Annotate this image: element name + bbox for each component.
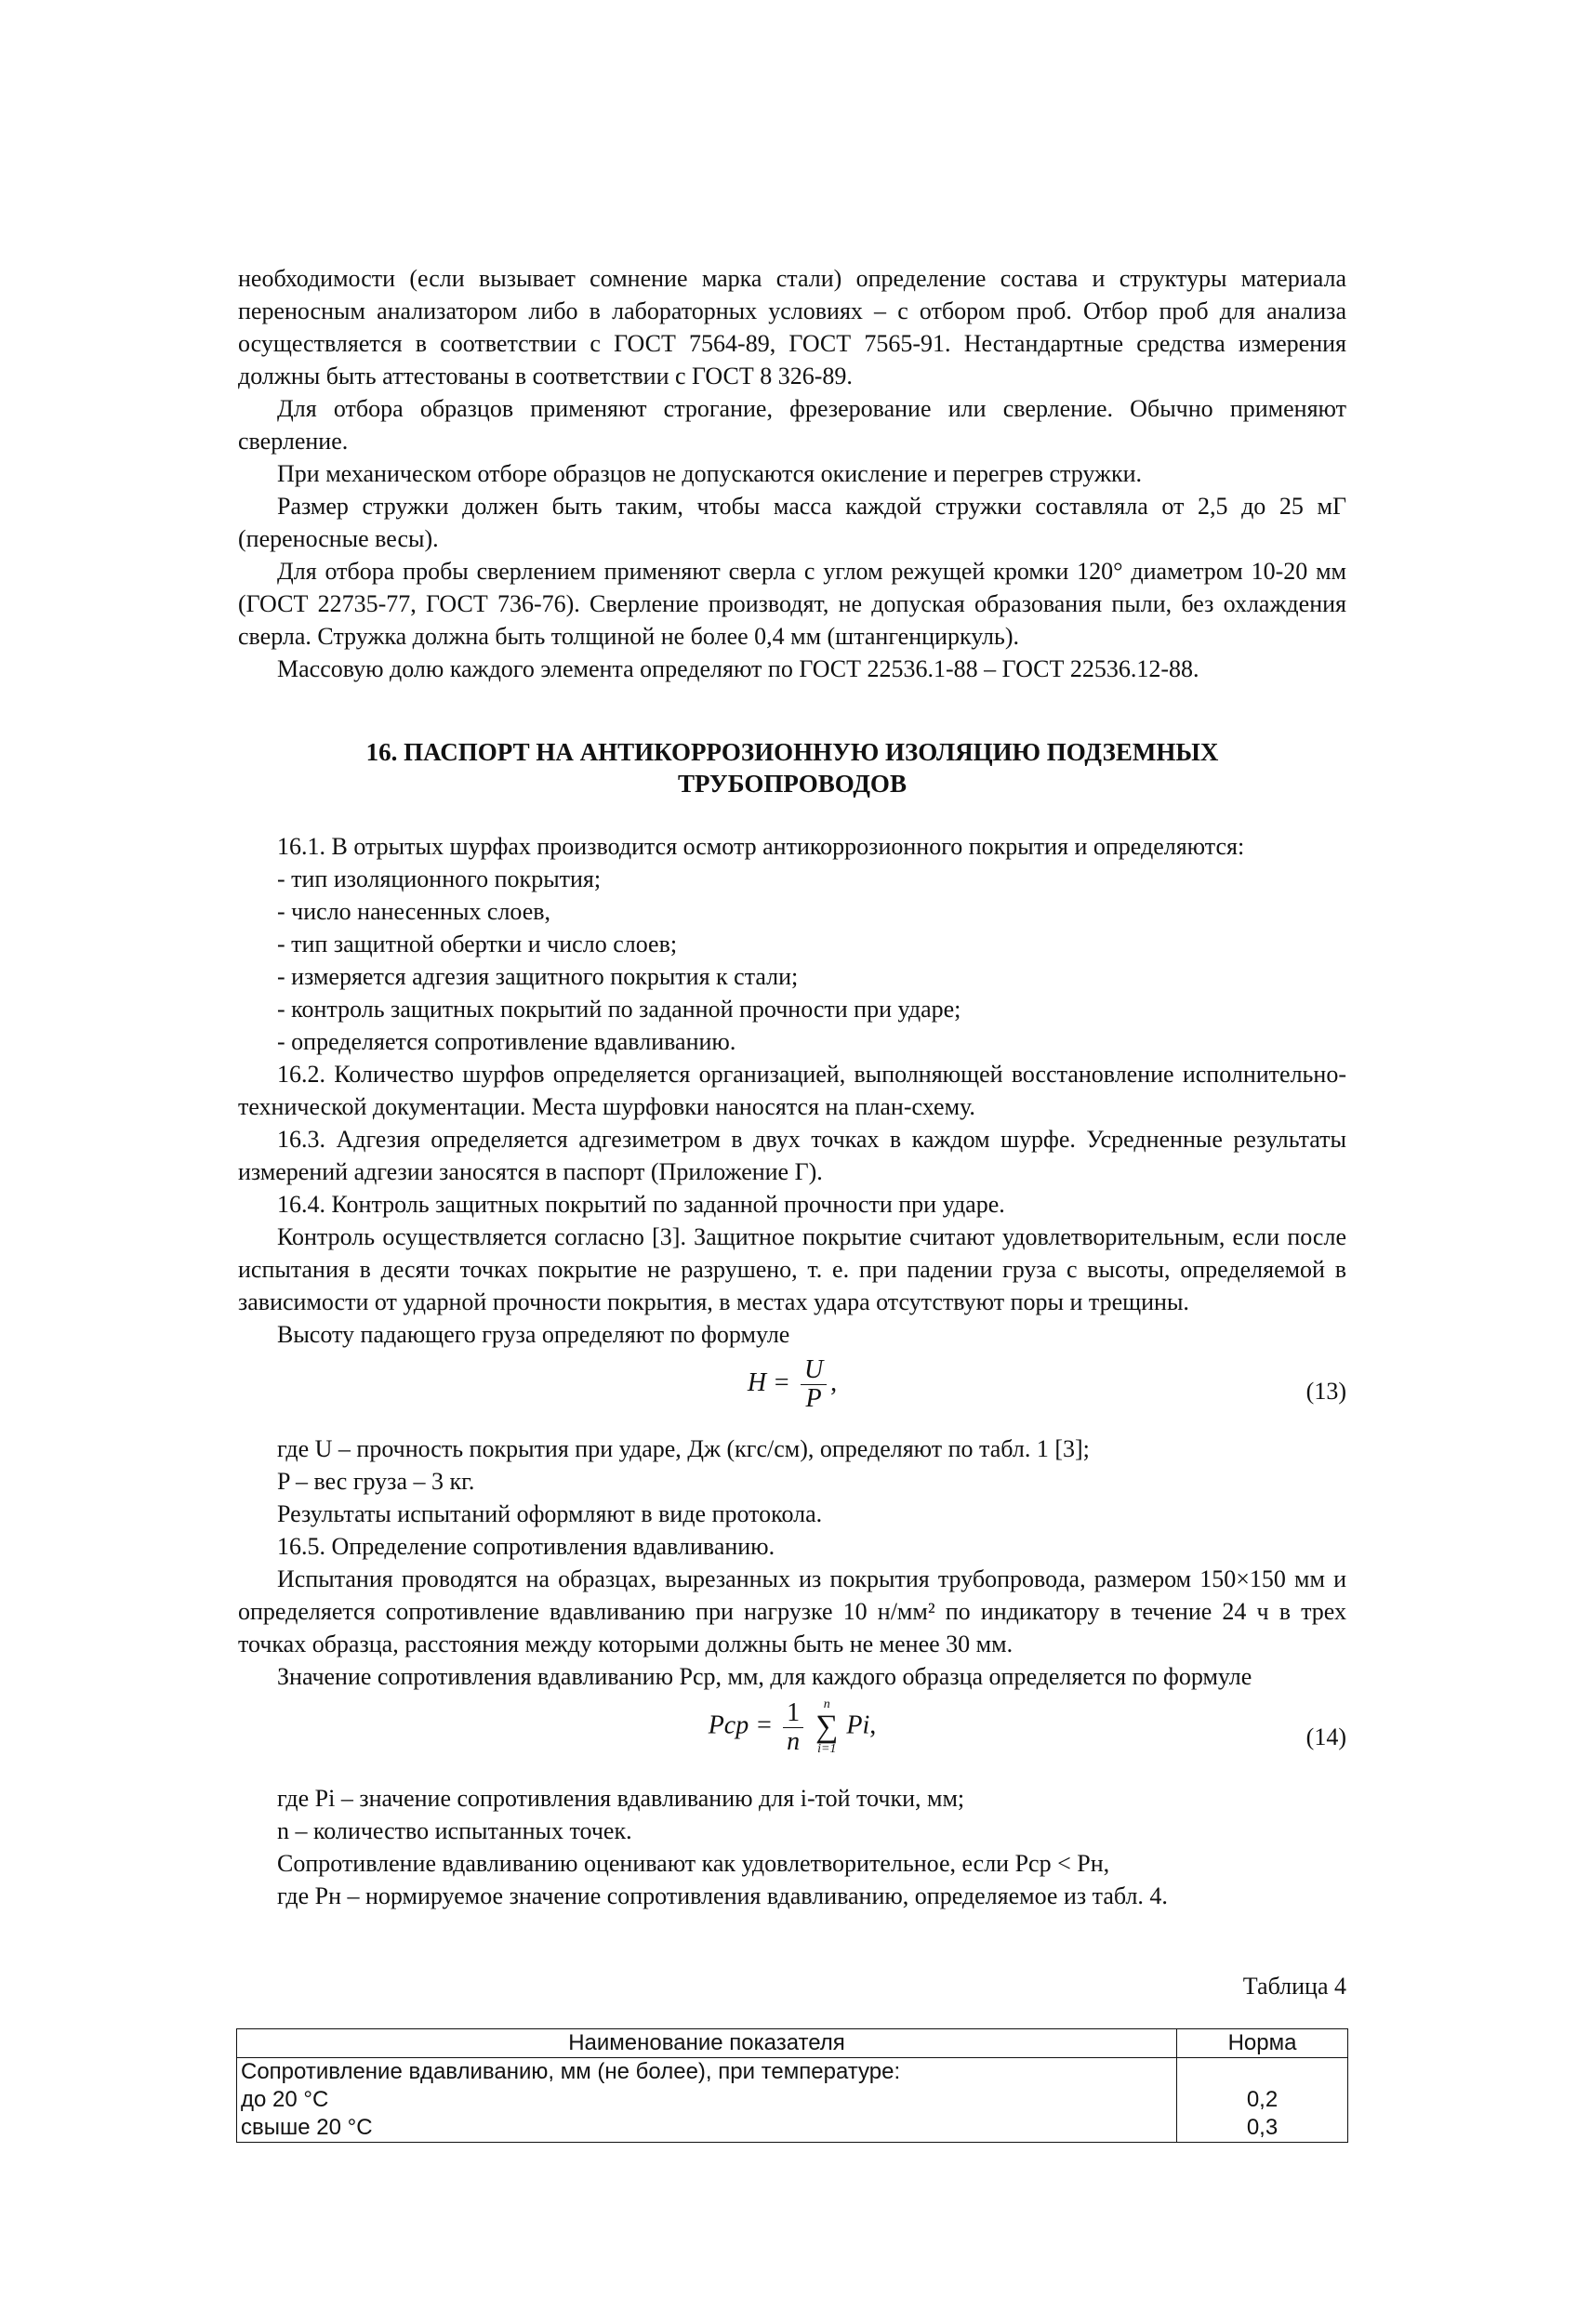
table-cell — [1177, 2058, 1348, 2087]
where-pi: где Pi – значение сопротивления вдавливанию для i-той точки, мм; — [277, 1785, 965, 1812]
list-item: - тип защитной обертки и число слоев; — [277, 931, 678, 957]
formula-13-lhs: H = — [747, 1367, 790, 1397]
paragraph-assess: Сопротивление вдавливанию оценивают как удовлетворительное, если Pср < Pн, — [277, 1850, 1110, 1877]
formula-13-denominator: P — [805, 1384, 822, 1413]
formula-14 — [238, 1695, 1346, 1780]
section-heading-line: ТРУБОПРОВОДОВ — [678, 770, 907, 798]
list-item: - число нанесенных слоев, — [277, 898, 551, 925]
paragraph-16-5: 16.5. Определение сопротивления вдавливанию. — [277, 1533, 775, 1560]
where-pn: где Pн – нормируемое значение сопротивления вдавливанию, определяемое из табл. 4. — [277, 1882, 1168, 1909]
sum-upper-limit: n — [823, 1697, 830, 1711]
paragraph-16-4: 16.4. Контроль защитных покрытий по заданной прочности при ударе. — [277, 1191, 1005, 1218]
sum-lower-limit: i=1 — [817, 1742, 837, 1756]
where-n: n – количество испытанных точек. — [277, 1817, 632, 1844]
formula-13-tail: , — [830, 1367, 838, 1397]
paragraph-tests: Испытания проводятся на образцах, вырезанных из покрытия трубопровода, размером 150×150 мм и определяется сопротивление вдавливанию при нагрузке 10 н/мм² по индикатору в течение 24 ч в трех точках образца, расстояния между которыми должны быть не менее 30 мм. — [238, 1565, 1346, 1657]
section-heading-line: 16. ПАСПОРТ НА АНТИКОРРОЗИОННУЮ ИЗОЛЯЦИЮ ПОДЗЕМНЫХ — [365, 738, 1219, 766]
equation-number-14: (14) — [1305, 1723, 1346, 1750]
table-caption: Таблица 4 — [1242, 1973, 1346, 2000]
paragraph-value: Значение сопротивления вдавливанию Pср, мм, для каждого образца определяется по формуле — [277, 1663, 1252, 1690]
paragraph-16-1: 16.1. В отрытых шурфах производится осмотр антикоррозионного покрытия и определяются: — [277, 833, 1245, 860]
formula-13-numerator: U — [801, 1356, 827, 1385]
intro-paragraph: При механическом отборе образцов не допускаются окисление и перегрев стружки. — [277, 460, 1143, 487]
table-cell: 0,2 — [1177, 2086, 1348, 2114]
list-item: - тип изоляционного покрытия; — [277, 865, 602, 892]
table-cell: свыше 20 °С — [237, 2114, 1177, 2143]
paragraph-control: Контроль осуществляется согласно [3]. Защитное покрытие считают удовлетворительным, если после испытания в десяти точках покрытие не разрушено, т. е. при падении груза с высоты, определяемой в зависимости от ударной прочности покрытия, в местах удара отсутствуют поры и трещины. — [238, 1223, 1346, 1315]
summation-sign — [815, 1698, 838, 1756]
formula-13 — [238, 1353, 1346, 1431]
where-p: P – вес груза – 3 кг. — [277, 1468, 475, 1495]
formula-13-fraction — [801, 1356, 827, 1413]
formula-14-fraction — [783, 1699, 803, 1756]
table-header-row — [237, 2029, 1348, 2058]
equation-number-13: (13) — [1305, 1378, 1346, 1405]
intro-paragraph: Для отбора образцов применяют строгание, фрезерование или сверление. Обычно применяют сверление. — [238, 395, 1346, 455]
inspection-list — [238, 863, 1346, 1058]
list-item: - измеряется адгезия защитного покрытия к стали; — [277, 963, 799, 990]
section-heading — [238, 736, 1346, 799]
table-row — [237, 2086, 1348, 2114]
list-item: - определяется сопротивление вдавливанию. — [277, 1028, 736, 1055]
paragraph-16-3: 16.3. Адгезия определяется адгезиметром в двух точках в каждом шурфе. Усредненные результаты измерений адгезии заносятся в паспорт (Приложение Г). — [238, 1126, 1346, 1185]
section-body — [238, 830, 1346, 1912]
paragraph-height: Высоту падающего груза определяют по формуле — [277, 1321, 790, 1348]
intro-paragraph: необходимости (если вызывает сомнение марка стали) определение состава и структуры материала переносным анализатором либо в лабораторных условиях – с отбором проб. Отбор проб для анализа осуществляется в соответствии с ГОСТ 7564-89, ГОСТ 7565-91. Нестандартные средства измерения должны быть аттестованы в соответствии с ГОСТ 8 326-89. — [238, 265, 1346, 390]
intro-paragraph: Размер стружки должен быть таким, чтобы масса каждой стружки составляла от 2,5 до 25 мГ (переносные весы). — [238, 493, 1346, 552]
table-header-cell: Норма — [1177, 2029, 1348, 2058]
paragraph-results: Результаты испытаний оформляют в виде протокола. — [277, 1500, 823, 1527]
table-row — [237, 2058, 1348, 2087]
table-cell: 0,3 — [1177, 2114, 1348, 2143]
formula-14-tail: , — [869, 1710, 877, 1740]
table-header-cell: Наименование показателя — [237, 2029, 1177, 2058]
formula-14-numerator: 1 — [783, 1699, 803, 1728]
formula-14-denominator: n — [787, 1726, 801, 1756]
formula-14-term: Pi — [846, 1710, 870, 1740]
table-cell: Сопротивление вдавливанию, мм (не более), при температуре: — [237, 2058, 1177, 2087]
table-row — [237, 2114, 1348, 2143]
formula-14-lhs: Pср = — [708, 1710, 774, 1740]
paragraph-16-2: 16.2. Количество шурфов определяется организацией, выполняющей восстановление исполнительно-технической документации. Места шурфовки наносятся на план-схему. — [238, 1061, 1346, 1120]
list-item: - контроль защитных покрытий по заданной прочности при ударе; — [277, 996, 961, 1023]
where-u: где U – прочность покрытия при ударе, Дж (кгс/см), определяют по табл. 1 [3]; — [277, 1435, 1090, 1462]
intro-paragraph: Для отбора пробы сверлением применяют сверла с углом режущей кромки 120° диаметром 10-20 мм (ГОСТ 22735-77, ГОСТ 736-76). Сверление производят, не допуская образования пыли, без охлаждения сверла. Стружка должна быть толщиной не более 0,4 мм (штангенциркуль). — [238, 558, 1346, 650]
norms-table — [236, 2028, 1348, 2143]
sigma-symbol: ∑ — [815, 1710, 839, 1744]
intro-paragraph: Массовую долю каждого элемента определяют по ГОСТ 22536.1-88 – ГОСТ 22536.12-88. — [277, 655, 1199, 682]
intro-section — [238, 262, 1346, 685]
table-cell: до 20 °С — [237, 2086, 1177, 2114]
